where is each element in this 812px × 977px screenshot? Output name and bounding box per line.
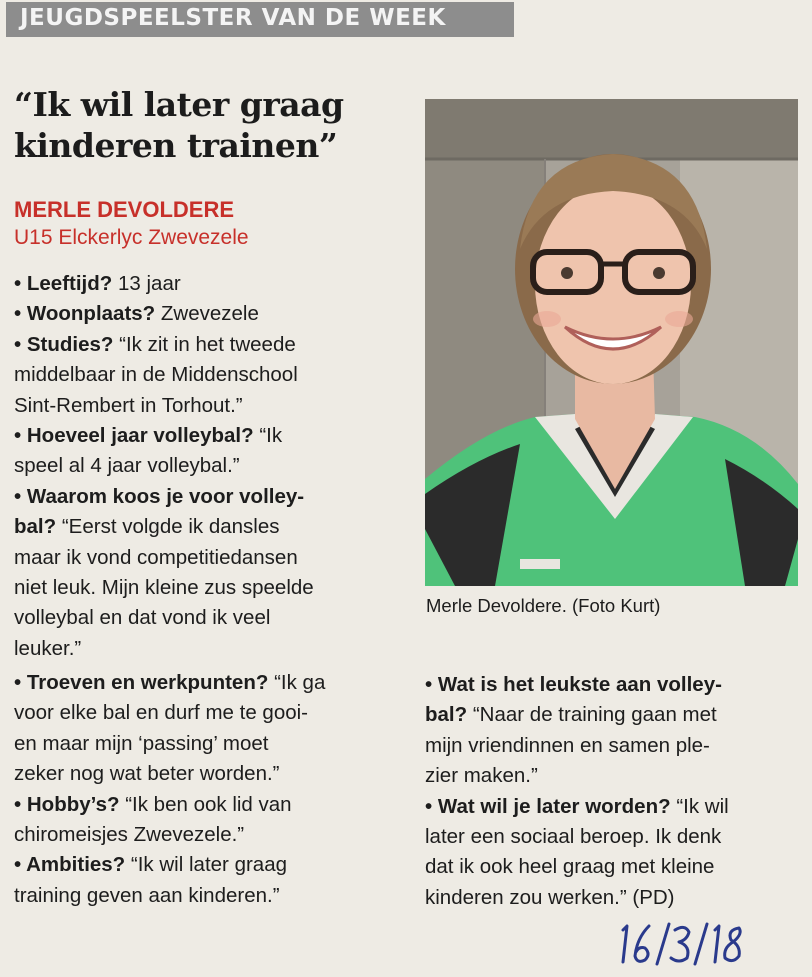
interview-column-left-lower <box>14 668 325 911</box>
question-label: • Wat wil je later worden? <box>425 794 671 818</box>
question-label: bal? <box>14 515 57 539</box>
headline-line: kinderen trainen” <box>14 126 338 165</box>
text-line <box>425 700 729 730</box>
text-line <box>14 330 314 360</box>
text-line <box>14 634 314 664</box>
answer-text: dat ik ook heel graag met kleine <box>425 855 715 879</box>
text-line <box>425 852 729 882</box>
answer-text: volleybal en dat vond ik veel <box>14 606 271 630</box>
text-line <box>425 761 729 791</box>
answer-text: 13 jaar <box>112 272 181 295</box>
answer-text: zier maken.” <box>425 764 538 788</box>
answer-text: “Ik wil <box>670 794 729 818</box>
text-line <box>14 543 314 573</box>
interview-column-right <box>425 670 729 913</box>
answer-text: niet leuk. Mijn kleine zus speelde <box>14 576 314 600</box>
section-banner <box>6 2 514 37</box>
answer-text: “Eerst volgde ik dansles <box>56 515 280 539</box>
text-line <box>14 512 314 542</box>
text-line <box>14 391 314 421</box>
answer-text: mijn vriendinnen en samen ple- <box>425 733 710 757</box>
question-label: • Woonplaats? <box>14 302 156 326</box>
text-line <box>14 790 325 820</box>
section-banner-label: JEUGDSPEELSTER VAN DE WEEK <box>20 5 446 31</box>
headline <box>14 84 414 166</box>
player-name: MERLE DEVOLDERE <box>14 197 235 222</box>
answer-text: “Ik ga <box>268 671 326 694</box>
player-photo <box>425 99 798 586</box>
question-label: • Waarom koos je voor volley- <box>14 484 305 508</box>
text-line <box>14 360 314 390</box>
answer-text: “Ik ben ook lid van <box>119 792 292 816</box>
answer-text: training geven aan kinderen.” <box>14 883 280 907</box>
answer-text: Sint-Rembert in Torhout.” <box>14 393 243 417</box>
text-line <box>14 451 314 481</box>
answer-text: zeker nog wat beter worden.” <box>14 762 280 786</box>
question-label: • Studies? <box>14 332 114 356</box>
question-label: bal? <box>425 703 468 727</box>
answer-text: leuker.” <box>14 636 82 660</box>
text-line <box>425 670 729 700</box>
interview-column-left <box>14 269 314 664</box>
text-line <box>14 759 325 789</box>
question-label: • Troeven en werkpunten? <box>14 671 269 694</box>
question-label: • Hoeveel jaar volleybal? <box>14 424 254 448</box>
text-line <box>14 850 325 880</box>
headline-line: “Ik wil later graag <box>14 85 344 124</box>
question-label: • Leeftijd? <box>14 272 113 295</box>
answer-text: “Ik zit in het tweede <box>113 332 296 356</box>
player-photo-illustration <box>425 99 798 586</box>
text-line <box>14 820 325 850</box>
answer-text: en maar mijn ‘passing’ moet <box>14 731 269 755</box>
answer-text: later een sociaal beroep. Ik denk <box>425 825 722 849</box>
text-line <box>425 883 729 913</box>
answer-text: “Naar de training gaan met <box>467 703 717 727</box>
handwritten-date <box>615 918 755 968</box>
answer-text: speel al 4 jaar volleybal.” <box>14 454 240 478</box>
text-line <box>425 792 729 822</box>
text-line <box>425 822 729 852</box>
text-line <box>14 881 325 911</box>
question-label: • Wat is het leukste aan volley- <box>425 673 722 696</box>
text-line <box>14 668 325 698</box>
text-line <box>14 421 314 451</box>
answer-text: chiromeisjes Zwevezele.” <box>14 823 245 847</box>
text-line <box>14 573 314 603</box>
answer-text: kinderen zou werken.” (PD) <box>425 885 675 909</box>
answer-text: “Ik wil later graag <box>125 853 287 877</box>
question-label: • Hobby’s? <box>14 792 120 816</box>
text-line <box>14 729 325 759</box>
text-line <box>14 482 314 512</box>
text-line <box>14 698 325 728</box>
text-line <box>14 299 314 329</box>
answer-text: “Ik <box>253 424 283 448</box>
answer-text: maar ik vond competitiedansen <box>14 545 298 569</box>
question-label: • Ambities? <box>14 853 126 877</box>
player-club: U15 Elckerlyc Zwevezele <box>14 226 249 249</box>
answer-text: middelbaar in de Middenschool <box>14 363 298 387</box>
text-line <box>14 269 314 299</box>
photo-caption: Merle Devoldere. (Foto Kurt) <box>426 595 661 616</box>
text-line <box>425 731 729 761</box>
text-line <box>14 603 314 633</box>
answer-text: voor elke bal en durf me te gooi- <box>14 701 308 725</box>
answer-text: Zwevezele <box>155 302 259 326</box>
